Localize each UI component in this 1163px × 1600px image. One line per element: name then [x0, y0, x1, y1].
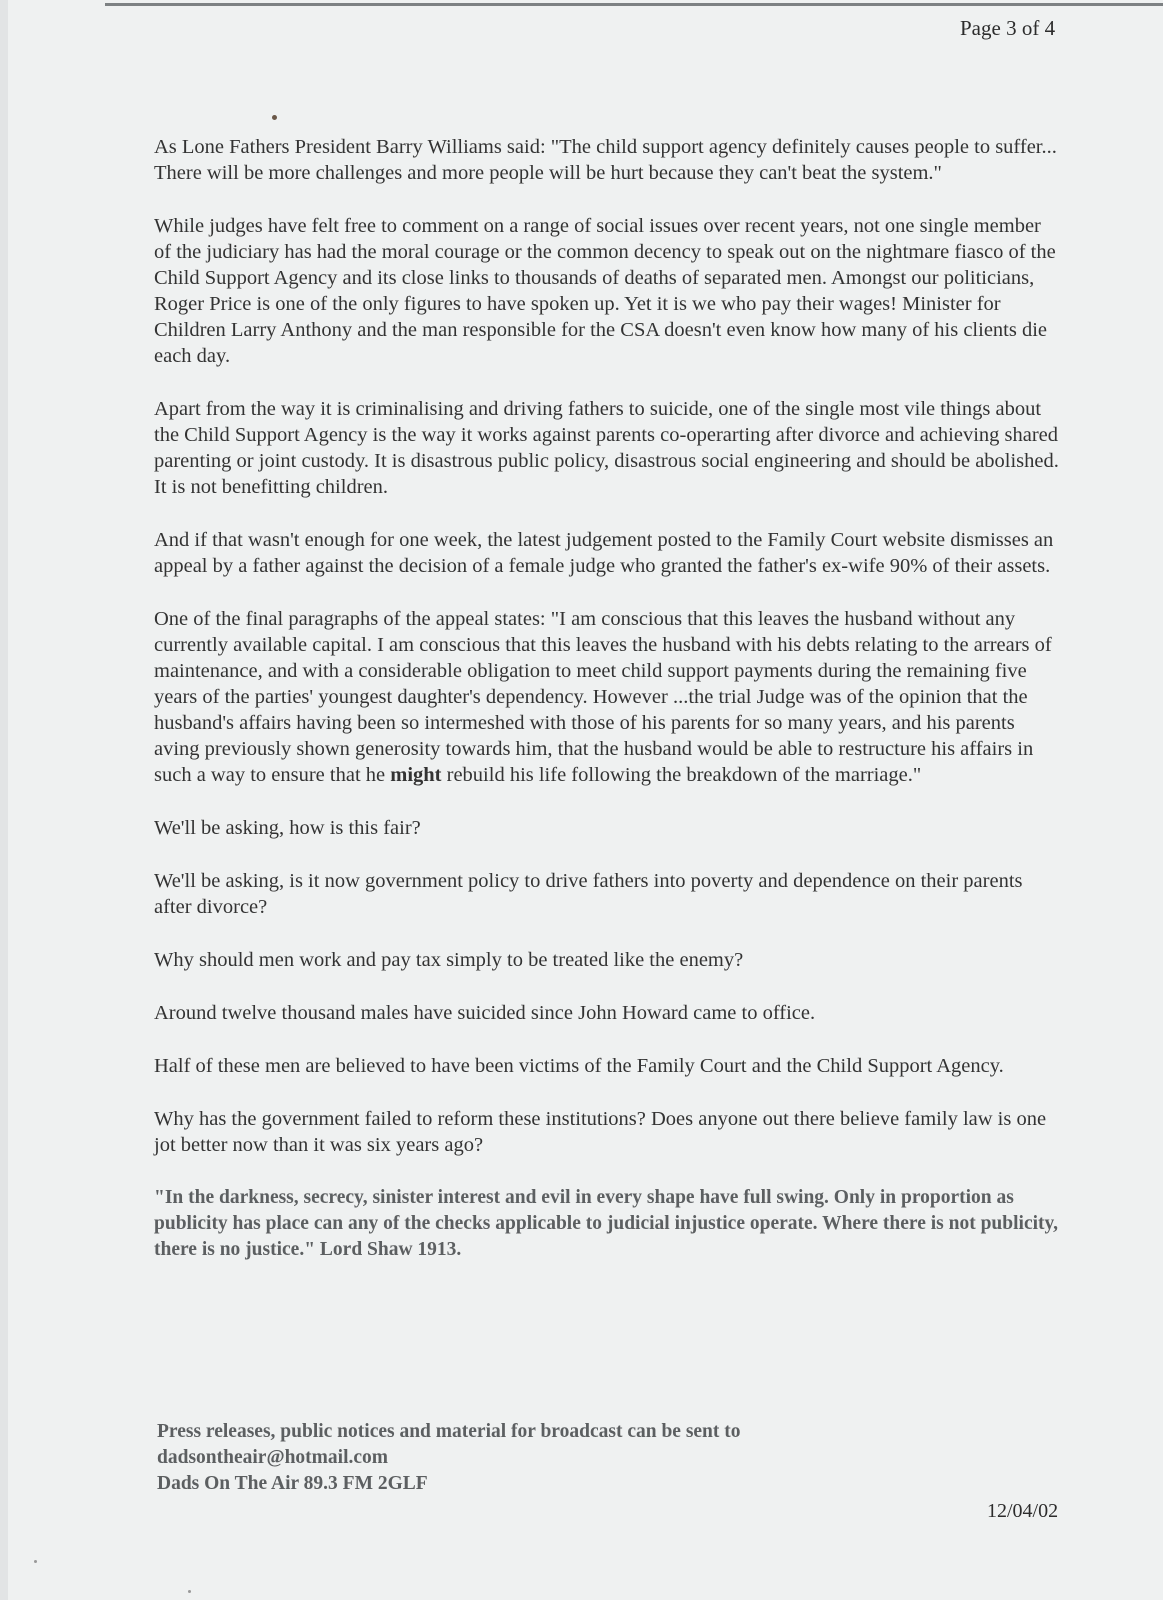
- page-edge-shadow: [0, 0, 8, 1600]
- paragraph: Apart from the way it is criminalising and driving fathers to suicide, one of the single most vile things about the Child Support Agency is the way it works against parents co-operarting after divorce and achieving shared parenting or joint custody. It is disastrous public policy, disastrous social engineering and should be abolished. It is not benefitting children.: [154, 398, 1059, 498]
- paragraph: As Lone Fathers President Barry Williams said: "The child support agency definitely causes people to suffer... There will be more challenges and more people will be hurt because they can't beat the system.": [154, 136, 1057, 184]
- footer-line: Press releases, public notices and material for broadcast can be sent to: [157, 1421, 741, 1442]
- lord-shaw-quote: "In the darkness, secrecy, sinister interest and evil in every shape have full swing. Only in proportion as publicity has place can any of the checks applicable to judicial injustice operate. Where there is not publicity, there is no justice." Lord Shaw 1913.: [154, 1187, 1059, 1260]
- emphasis-might: might: [390, 764, 442, 786]
- ink-speck: [188, 1590, 191, 1593]
- appeal-text-before: One of the final paragraphs of the appeal states: "I am conscious that this leaves the husband without any currently available capital. I am conscious that this leaves the husband with his debts relating to the arrears of maintenance, and with a considerable obligation to meet child support payments during the remaining five years of the parties' youngest daughter's dependency. However ...the trial Judge was of the opinion that the husband's affairs having been so intermeshed with those of his parents for so many years, and his parents aving previously shown generosity towards him, that the husband would be able to restructure his affairs in such a way to ensure that he: [154, 608, 1052, 786]
- footer-email: dadsontheair@hotmail.com: [157, 1447, 389, 1468]
- footer-station: Dads On The Air 89.3 FM 2GLF: [157, 1473, 428, 1494]
- paragraph: Why should men work and pay tax simply to be treated like the enemy?: [154, 949, 744, 971]
- appeal-text-after: rebuild his life following the breakdown of the marriage.": [441, 764, 922, 786]
- paragraph: Why has the government failed to reform these institutions? Does anyone out there believe family law is one jot better now than it was six years ago?: [154, 1108, 1047, 1156]
- paragraph: We'll be asking, is it now government policy to drive fathers into poverty and dependence on their parents after divorce?: [154, 870, 1023, 918]
- article-body: [154, 134, 1059, 1290]
- paragraph: We'll be asking, how is this fair?: [154, 817, 421, 839]
- paragraph: While judges have felt free to comment on a range of social issues over recent years, not one single member of the judiciary has had the moral courage or the common decency to speak out on the nightmare fiasco of the Child Support Agency and its close links to thousands of deaths of separated men. Amongst our politicians, Roger Price is one of the only figures to have spoken up. Yet it is we who pay their wages! Minister for Children Larry Anthony and the man responsible for the CSA doesn't even know how many of his clients die each day.: [154, 215, 1056, 367]
- document-date: 12/04/02: [987, 1500, 1059, 1522]
- ink-speck: [272, 115, 277, 120]
- paragraph: Half of these men are believed to have been victims of the Family Court and the Child Support Agency.: [154, 1055, 1004, 1077]
- paragraph: Around twelve thousand males have suicided since John Howard came to office.: [154, 1002, 816, 1024]
- paragraph: And if that wasn't enough for one week, the latest judgement posted to the Family Court website dismisses an appeal by a father against the decision of a female judge who granted the father's ex-wife 90% of their assets.: [154, 529, 1054, 577]
- page-top-edge: [105, 3, 1163, 6]
- appeal-paragraph: [154, 606, 1059, 788]
- contact-footer: [157, 1419, 957, 1497]
- ink-speck: [34, 1560, 37, 1563]
- page-number: Page 3 of 4: [960, 16, 1056, 40]
